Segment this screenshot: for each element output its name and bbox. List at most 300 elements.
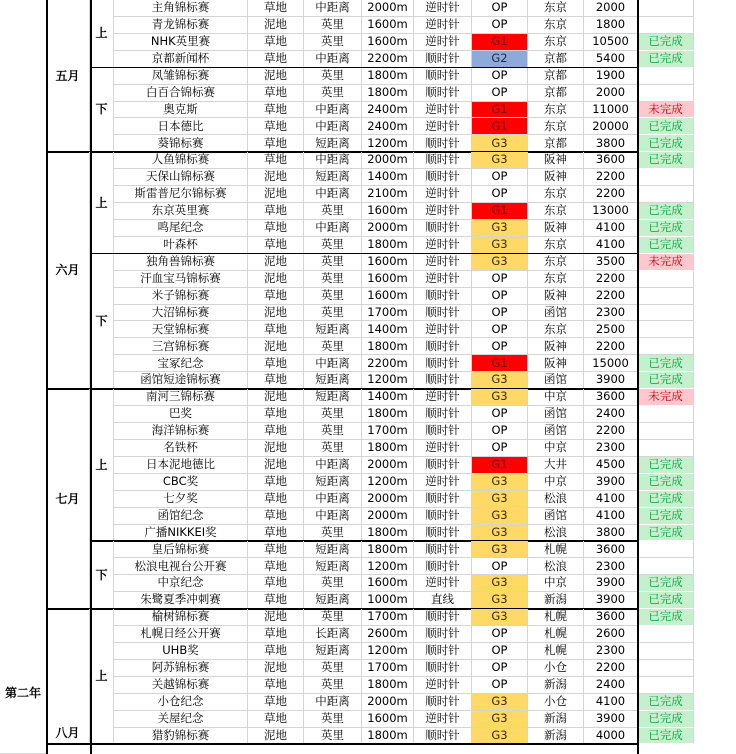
- race-fans-cell[interactable]: 2300: [584, 440, 638, 457]
- race-status-cell[interactable]: [638, 660, 694, 677]
- race-surface-cell[interactable]: 草地: [248, 372, 304, 389]
- race-direction-cell[interactable]: 顺时针: [414, 372, 472, 389]
- race-name-cell[interactable]: 凤雏锦标赛: [114, 68, 248, 85]
- race-fans-cell[interactable]: 4100: [584, 491, 638, 508]
- race-grade-cell[interactable]: OP: [472, 305, 528, 322]
- race-grade-cell[interactable]: OP: [472, 186, 528, 203]
- race-surface-cell[interactable]: 草地: [248, 237, 304, 254]
- race-fans-cell[interactable]: 3600: [584, 609, 638, 626]
- race-distance-cell[interactable]: 1700m: [362, 660, 414, 677]
- race-status-cell[interactable]: 已完成: [638, 694, 694, 711]
- race-status-cell[interactable]: 已完成: [638, 609, 694, 626]
- race-direction-cell[interactable]: 逆时针: [414, 254, 472, 271]
- race-venue-cell[interactable]: 函馆: [528, 508, 584, 525]
- race-name-cell[interactable]: 阿苏锦标赛: [114, 660, 248, 677]
- race-status-cell[interactable]: 未完成: [638, 254, 694, 271]
- race-fans-cell[interactable]: 3600: [584, 541, 638, 558]
- race-status-cell[interactable]: 已完成: [638, 51, 694, 68]
- race-name-cell[interactable]: 南河三锦标赛: [114, 389, 248, 406]
- race-distance-cell[interactable]: 2000m: [362, 0, 414, 17]
- race-distance-cell[interactable]: 2400m: [362, 102, 414, 119]
- race-surface-cell[interactable]: 泥地: [248, 389, 304, 406]
- race-venue-cell[interactable]: 京都: [528, 68, 584, 85]
- race-name-cell[interactable]: 札幌日经公开赛: [114, 626, 248, 643]
- race-status-cell[interactable]: [638, 423, 694, 440]
- race-status-cell[interactable]: 已完成: [638, 220, 694, 237]
- race-surface-cell[interactable]: 草地: [248, 51, 304, 68]
- race-fans-cell[interactable]: 15000: [584, 355, 638, 372]
- race-grade-cell[interactable]: G3: [472, 474, 528, 491]
- race-fans-cell[interactable]: 2200: [584, 338, 638, 355]
- race-distance-cell[interactable]: 1800m: [362, 406, 414, 423]
- race-venue-cell[interactable]: 松浪: [528, 525, 584, 542]
- race-grade-cell[interactable]: OP: [472, 169, 528, 186]
- race-surface-cell[interactable]: 草地: [248, 355, 304, 372]
- race-direction-cell[interactable]: 逆时针: [414, 474, 472, 491]
- race-status-cell[interactable]: [638, 169, 694, 186]
- race-status-cell[interactable]: 未完成: [638, 102, 694, 119]
- race-grade-cell[interactable]: G3: [472, 254, 528, 271]
- race-distance-type-cell[interactable]: 中距离: [304, 355, 362, 372]
- race-fans-cell[interactable]: 11000: [584, 102, 638, 119]
- race-direction-cell[interactable]: 逆时针: [414, 237, 472, 254]
- race-status-cell[interactable]: [638, 305, 694, 322]
- race-distance-type-cell[interactable]: 英里: [304, 440, 362, 457]
- race-venue-cell[interactable]: 东京: [528, 203, 584, 220]
- race-fans-cell[interactable]: 3900: [584, 575, 638, 592]
- race-fans-cell[interactable]: 1900: [584, 68, 638, 85]
- race-direction-cell[interactable]: 顺时针: [414, 457, 472, 474]
- race-surface-cell[interactable]: 泥地: [248, 305, 304, 322]
- race-direction-cell[interactable]: 顺时针: [414, 85, 472, 102]
- race-venue-cell[interactable]: 札幌: [528, 626, 584, 643]
- race-venue-cell[interactable]: 京都: [528, 135, 584, 152]
- race-direction-cell[interactable]: 顺时针: [414, 288, 472, 305]
- race-distance-cell[interactable]: 1400m: [362, 321, 414, 338]
- race-direction-cell[interactable]: 逆时针: [414, 677, 472, 694]
- race-direction-cell[interactable]: 顺时针: [414, 51, 472, 68]
- race-surface-cell[interactable]: 草地: [248, 626, 304, 643]
- race-status-cell[interactable]: 已完成: [638, 592, 694, 609]
- race-grade-cell[interactable]: G1: [472, 102, 528, 119]
- half-month-label[interactable]: 上: [90, 609, 114, 744]
- race-venue-cell[interactable]: 札幌: [528, 541, 584, 558]
- race-direction-cell[interactable]: 逆时针: [414, 575, 472, 592]
- race-name-cell[interactable]: 白百合锦标赛: [114, 85, 248, 102]
- race-distance-cell[interactable]: 1800m: [362, 541, 414, 558]
- race-distance-type-cell[interactable]: 中距离: [304, 186, 362, 203]
- race-distance-cell[interactable]: 2100m: [362, 186, 414, 203]
- race-status-cell[interactable]: 已完成: [638, 152, 694, 169]
- race-name-cell[interactable]: 独角兽锦标赛: [114, 254, 248, 271]
- race-fans-cell[interactable]: 2400: [584, 677, 638, 694]
- race-venue-cell[interactable]: 东京: [528, 102, 584, 119]
- race-distance-cell[interactable]: 1700m: [362, 423, 414, 440]
- race-surface-cell[interactable]: 草地: [248, 643, 304, 660]
- race-distance-type-cell[interactable]: 短距离: [304, 474, 362, 491]
- race-surface-cell[interactable]: 草地: [248, 203, 304, 220]
- race-direction-cell[interactable]: 直线: [414, 592, 472, 609]
- race-fans-cell[interactable]: 3800: [584, 525, 638, 542]
- race-distance-cell[interactable]: 1800m: [362, 440, 414, 457]
- race-surface-cell[interactable]: 泥地: [248, 440, 304, 457]
- race-grade-cell[interactable]: G3: [472, 694, 528, 711]
- race-distance-type-cell[interactable]: 英里: [304, 338, 362, 355]
- race-venue-cell[interactable]: 新潟: [528, 677, 584, 694]
- race-surface-cell[interactable]: 草地: [248, 508, 304, 525]
- race-name-cell[interactable]: 关屋纪念: [114, 711, 248, 728]
- race-surface-cell[interactable]: 草地: [248, 118, 304, 135]
- race-status-cell[interactable]: [638, 321, 694, 338]
- race-name-cell[interactable]: 中京纪念: [114, 575, 248, 592]
- race-surface-cell[interactable]: 泥地: [248, 169, 304, 186]
- race-distance-type-cell[interactable]: 英里: [304, 677, 362, 694]
- race-distance-type-cell[interactable]: 短距离: [304, 321, 362, 338]
- race-name-cell[interactable]: 名铁杯: [114, 440, 248, 457]
- race-name-cell[interactable]: NHK英里赛: [114, 34, 248, 51]
- race-grade-cell[interactable]: G2: [472, 51, 528, 68]
- race-direction-cell[interactable]: 顺时针: [414, 541, 472, 558]
- race-distance-type-cell[interactable]: 短距离: [304, 389, 362, 406]
- race-name-cell[interactable]: 广播NIKKEI奖: [114, 525, 248, 542]
- race-surface-cell[interactable]: 草地: [248, 677, 304, 694]
- race-status-cell[interactable]: 已完成: [638, 491, 694, 508]
- race-fans-cell[interactable]: 2200: [584, 169, 638, 186]
- race-status-cell[interactable]: 已完成: [638, 457, 694, 474]
- race-distance-type-cell[interactable]: 英里: [304, 711, 362, 728]
- race-direction-cell[interactable]: 顺时针: [414, 423, 472, 440]
- race-direction-cell[interactable]: 逆时针: [414, 389, 472, 406]
- race-surface-cell[interactable]: 泥地: [248, 17, 304, 34]
- race-direction-cell[interactable]: 顺时针: [414, 508, 472, 525]
- race-grade-cell[interactable]: OP: [472, 68, 528, 85]
- race-venue-cell[interactable]: 松浪: [528, 558, 584, 575]
- race-name-cell[interactable]: 东京英里赛: [114, 203, 248, 220]
- race-surface-cell[interactable]: 草地: [248, 474, 304, 491]
- race-surface-cell[interactable]: 草地: [248, 541, 304, 558]
- race-venue-cell[interactable]: 新潟: [528, 592, 584, 609]
- race-surface-cell[interactable]: 草地: [248, 694, 304, 711]
- race-venue-cell[interactable]: 小仓: [528, 660, 584, 677]
- race-grade-cell[interactable]: G1: [472, 34, 528, 51]
- race-fans-cell[interactable]: 4100: [584, 508, 638, 525]
- race-status-cell[interactable]: [638, 17, 694, 34]
- race-distance-type-cell[interactable]: 长距离: [304, 626, 362, 643]
- race-distance-cell[interactable]: 1000m: [362, 592, 414, 609]
- race-distance-type-cell[interactable]: 中距离: [304, 491, 362, 508]
- race-status-cell[interactable]: [638, 541, 694, 558]
- race-grade-cell[interactable]: G1: [472, 355, 528, 372]
- race-venue-cell[interactable]: 阪神: [528, 220, 584, 237]
- race-distance-type-cell[interactable]: 英里: [304, 728, 362, 745]
- race-grade-cell[interactable]: G3: [472, 389, 528, 406]
- race-venue-cell[interactable]: 东京: [528, 271, 584, 288]
- race-venue-cell[interactable]: 阪神: [528, 152, 584, 169]
- race-grade-cell[interactable]: G1: [472, 118, 528, 135]
- race-distance-cell[interactable]: 1400m: [362, 169, 414, 186]
- race-fans-cell[interactable]: 3900: [584, 711, 638, 728]
- race-name-cell[interactable]: 大沼锦标赛: [114, 305, 248, 322]
- race-distance-cell[interactable]: 1700m: [362, 609, 414, 626]
- race-distance-cell[interactable]: 1800m: [362, 525, 414, 542]
- race-venue-cell[interactable]: 札幌: [528, 643, 584, 660]
- race-status-cell[interactable]: [638, 271, 694, 288]
- race-fans-cell[interactable]: 4100: [584, 237, 638, 254]
- race-name-cell[interactable]: 函馆短途锦标赛: [114, 372, 248, 389]
- race-venue-cell[interactable]: 中京: [528, 440, 584, 457]
- race-distance-cell[interactable]: 2200m: [362, 51, 414, 68]
- race-distance-type-cell[interactable]: 短距离: [304, 643, 362, 660]
- race-distance-cell[interactable]: 2000m: [362, 220, 414, 237]
- race-distance-type-cell[interactable]: 英里: [304, 237, 362, 254]
- race-direction-cell[interactable]: 顺时针: [414, 491, 472, 508]
- race-distance-cell[interactable]: 2400m: [362, 118, 414, 135]
- race-venue-cell[interactable]: 中京: [528, 474, 584, 491]
- race-distance-cell[interactable]: 2200m: [362, 355, 414, 372]
- race-direction-cell[interactable]: 顺时针: [414, 152, 472, 169]
- race-status-cell[interactable]: [638, 643, 694, 660]
- race-fans-cell[interactable]: 2200: [584, 186, 638, 203]
- race-surface-cell[interactable]: 草地: [248, 525, 304, 542]
- race-direction-cell[interactable]: 顺时针: [414, 406, 472, 423]
- race-status-cell[interactable]: 已完成: [638, 135, 694, 152]
- race-direction-cell[interactable]: 逆时针: [414, 34, 472, 51]
- race-grade-cell[interactable]: OP: [472, 677, 528, 694]
- race-name-cell[interactable]: 关越锦标赛: [114, 677, 248, 694]
- race-surface-cell[interactable]: 草地: [248, 423, 304, 440]
- race-venue-cell[interactable]: 新潟: [528, 711, 584, 728]
- race-name-cell[interactable]: 青龙锦标赛: [114, 17, 248, 34]
- race-fans-cell[interactable]: 13000: [584, 203, 638, 220]
- race-direction-cell[interactable]: 逆时针: [414, 186, 472, 203]
- race-distance-type-cell[interactable]: 英里: [304, 423, 362, 440]
- race-venue-cell[interactable]: 函馆: [528, 372, 584, 389]
- race-fans-cell[interactable]: 3500: [584, 254, 638, 271]
- race-distance-type-cell[interactable]: 短距离: [304, 169, 362, 186]
- race-grade-cell[interactable]: G3: [472, 135, 528, 152]
- race-direction-cell[interactable]: 顺时针: [414, 609, 472, 626]
- race-surface-cell[interactable]: 草地: [248, 220, 304, 237]
- race-name-cell[interactable]: 米子锦标赛: [114, 288, 248, 305]
- race-name-cell[interactable]: 三宫锦标赛: [114, 338, 248, 355]
- race-grade-cell[interactable]: G1: [472, 457, 528, 474]
- race-distance-type-cell[interactable]: 英里: [304, 609, 362, 626]
- race-fans-cell[interactable]: 4100: [584, 694, 638, 711]
- race-distance-cell[interactable]: 1600m: [362, 254, 414, 271]
- half-month-label[interactable]: 下: [90, 541, 114, 609]
- race-surface-cell[interactable]: 草地: [248, 711, 304, 728]
- race-grade-cell[interactable]: OP: [472, 423, 528, 440]
- race-surface-cell[interactable]: 草地: [248, 558, 304, 575]
- race-surface-cell[interactable]: 泥地: [248, 338, 304, 355]
- race-venue-cell[interactable]: 京都: [528, 85, 584, 102]
- race-surface-cell[interactable]: 草地: [248, 406, 304, 423]
- race-distance-cell[interactable]: 1200m: [362, 643, 414, 660]
- race-distance-type-cell[interactable]: 英里: [304, 85, 362, 102]
- race-grade-cell[interactable]: OP: [472, 0, 528, 17]
- race-distance-cell[interactable]: 2600m: [362, 626, 414, 643]
- race-distance-cell[interactable]: 1800m: [362, 68, 414, 85]
- month-label[interactable]: 五月: [46, 0, 90, 152]
- race-status-cell[interactable]: [638, 440, 694, 457]
- race-distance-cell[interactable]: 1600m: [362, 34, 414, 51]
- race-name-cell[interactable]: 叶森杯: [114, 237, 248, 254]
- race-status-cell[interactable]: 已完成: [638, 508, 694, 525]
- race-distance-cell[interactable]: 2000m: [362, 694, 414, 711]
- race-distance-cell[interactable]: 1800m: [362, 677, 414, 694]
- race-distance-type-cell[interactable]: 中距离: [304, 508, 362, 525]
- race-fans-cell[interactable]: 4000: [584, 728, 638, 745]
- race-distance-type-cell[interactable]: 中距离: [304, 102, 362, 119]
- race-fans-cell[interactable]: 2300: [584, 558, 638, 575]
- race-distance-type-cell[interactable]: 英里: [304, 68, 362, 85]
- race-direction-cell[interactable]: 顺时针: [414, 220, 472, 237]
- half-month-label[interactable]: 上: [90, 389, 114, 541]
- race-name-cell[interactable]: 榆树锦标赛: [114, 609, 248, 626]
- race-grade-cell[interactable]: G3: [472, 525, 528, 542]
- race-direction-cell[interactable]: 顺时针: [414, 660, 472, 677]
- race-surface-cell[interactable]: 草地: [248, 85, 304, 102]
- race-distance-cell[interactable]: 1800m: [362, 338, 414, 355]
- race-direction-cell[interactable]: 顺时针: [414, 135, 472, 152]
- race-distance-type-cell[interactable]: 中距离: [304, 152, 362, 169]
- race-venue-cell[interactable]: 东京: [528, 237, 584, 254]
- race-status-cell[interactable]: [638, 68, 694, 85]
- race-distance-cell[interactable]: 1800m: [362, 237, 414, 254]
- race-direction-cell[interactable]: 顺时针: [414, 68, 472, 85]
- race-distance-type-cell[interactable]: 英里: [304, 575, 362, 592]
- race-venue-cell[interactable]: 阪神: [528, 288, 584, 305]
- race-grade-cell[interactable]: G3: [472, 220, 528, 237]
- race-status-cell[interactable]: 已完成: [638, 34, 694, 51]
- race-status-cell[interactable]: 已完成: [638, 474, 694, 491]
- race-status-cell[interactable]: [638, 338, 694, 355]
- race-name-cell[interactable]: UHB奖: [114, 643, 248, 660]
- race-fans-cell[interactable]: 2400: [584, 406, 638, 423]
- race-distance-type-cell[interactable]: 中距离: [304, 694, 362, 711]
- race-fans-cell[interactable]: 4500: [584, 457, 638, 474]
- race-grade-cell[interactable]: G3: [472, 541, 528, 558]
- race-name-cell[interactable]: 七夕奖: [114, 491, 248, 508]
- race-name-cell[interactable]: 日本德比: [114, 118, 248, 135]
- race-status-cell[interactable]: [638, 288, 694, 305]
- race-direction-cell[interactable]: 顺时针: [414, 558, 472, 575]
- race-grade-cell[interactable]: OP: [472, 321, 528, 338]
- race-name-cell[interactable]: 巴奖: [114, 406, 248, 423]
- race-distance-type-cell[interactable]: 英里: [304, 660, 362, 677]
- race-direction-cell[interactable]: 逆时针: [414, 321, 472, 338]
- race-name-cell[interactable]: 主角锦标赛: [114, 0, 248, 17]
- race-grade-cell[interactable]: G3: [472, 237, 528, 254]
- race-distance-cell[interactable]: 1700m: [362, 305, 414, 322]
- race-status-cell[interactable]: 已完成: [638, 575, 694, 592]
- race-name-cell[interactable]: 奥克斯: [114, 102, 248, 119]
- race-fans-cell[interactable]: 1800: [584, 17, 638, 34]
- half-month-label[interactable]: 上: [90, 0, 114, 68]
- race-status-cell[interactable]: 已完成: [638, 372, 694, 389]
- race-fans-cell[interactable]: 20000: [584, 118, 638, 135]
- race-distance-cell[interactable]: 1600m: [362, 17, 414, 34]
- race-fans-cell[interactable]: 2000: [584, 0, 638, 17]
- race-status-cell[interactable]: [638, 186, 694, 203]
- race-venue-cell[interactable]: 东京: [528, 254, 584, 271]
- race-direction-cell[interactable]: 顺时针: [414, 525, 472, 542]
- race-distance-cell[interactable]: 1600m: [362, 575, 414, 592]
- race-direction-cell[interactable]: 逆时针: [414, 0, 472, 17]
- race-status-cell[interactable]: [638, 85, 694, 102]
- race-fans-cell[interactable]: 3800: [584, 135, 638, 152]
- race-distance-type-cell[interactable]: 中距离: [304, 220, 362, 237]
- race-fans-cell[interactable]: 2300: [584, 643, 638, 660]
- race-grade-cell[interactable]: OP: [472, 288, 528, 305]
- race-venue-cell[interactable]: 阪神: [528, 169, 584, 186]
- race-distance-cell[interactable]: 1600m: [362, 203, 414, 220]
- race-direction-cell[interactable]: 逆时针: [414, 17, 472, 34]
- race-grade-cell[interactable]: G3: [472, 372, 528, 389]
- race-surface-cell[interactable]: 泥地: [248, 457, 304, 474]
- year-label[interactable]: 第二年: [4, 686, 41, 700]
- race-name-cell[interactable]: 朱鹭夏季冲刺赛: [114, 592, 248, 609]
- race-surface-cell[interactable]: 泥地: [248, 271, 304, 288]
- race-grade-cell[interactable]: OP: [472, 440, 528, 457]
- month-label[interactable]: 六月: [46, 152, 90, 389]
- race-direction-cell[interactable]: 逆时针: [414, 118, 472, 135]
- race-surface-cell[interactable]: 草地: [248, 152, 304, 169]
- race-direction-cell[interactable]: 顺时针: [414, 694, 472, 711]
- race-name-cell[interactable]: 函馆纪念: [114, 508, 248, 525]
- race-venue-cell[interactable]: 函馆: [528, 406, 584, 423]
- race-fans-cell[interactable]: 2200: [584, 271, 638, 288]
- race-fans-cell[interactable]: 2200: [584, 423, 638, 440]
- race-grade-cell[interactable]: OP: [472, 660, 528, 677]
- race-venue-cell[interactable]: 函馆: [528, 423, 584, 440]
- race-fans-cell[interactable]: 3600: [584, 389, 638, 406]
- race-fans-cell[interactable]: 2300: [584, 305, 638, 322]
- race-fans-cell[interactable]: 3900: [584, 372, 638, 389]
- race-venue-cell[interactable]: 东京: [528, 118, 584, 135]
- race-name-cell[interactable]: 海洋锦标赛: [114, 423, 248, 440]
- race-name-cell[interactable]: 人鱼锦标赛: [114, 152, 248, 169]
- race-distance-cell[interactable]: 1200m: [362, 372, 414, 389]
- half-month-label[interactable]: 下: [90, 254, 114, 389]
- race-distance-type-cell[interactable]: 英里: [304, 203, 362, 220]
- race-name-cell[interactable]: 葵锦标赛: [114, 135, 248, 152]
- race-venue-cell[interactable]: 中京: [528, 389, 584, 406]
- race-surface-cell[interactable]: 草地: [248, 34, 304, 51]
- race-distance-type-cell[interactable]: 英里: [304, 34, 362, 51]
- race-direction-cell[interactable]: 顺时针: [414, 728, 472, 745]
- race-direction-cell[interactable]: 逆时针: [414, 271, 472, 288]
- race-grade-cell[interactable]: G3: [472, 491, 528, 508]
- race-distance-cell[interactable]: 1800m: [362, 728, 414, 745]
- race-fans-cell[interactable]: 3900: [584, 592, 638, 609]
- race-status-cell[interactable]: [638, 626, 694, 643]
- race-direction-cell[interactable]: 顺时针: [414, 643, 472, 660]
- race-distance-cell[interactable]: 1200m: [362, 135, 414, 152]
- race-distance-cell[interactable]: 1200m: [362, 474, 414, 491]
- race-surface-cell[interactable]: 草地: [248, 321, 304, 338]
- race-name-cell[interactable]: 汗血宝马锦标赛: [114, 271, 248, 288]
- race-distance-type-cell[interactable]: 短距离: [304, 372, 362, 389]
- race-distance-cell[interactable]: 1600m: [362, 711, 414, 728]
- half-month-label[interactable]: 下: [90, 68, 114, 153]
- race-grade-cell[interactable]: OP: [472, 338, 528, 355]
- race-venue-cell[interactable]: 东京: [528, 186, 584, 203]
- race-distance-type-cell[interactable]: 英里: [304, 406, 362, 423]
- race-grade-cell[interactable]: OP: [472, 271, 528, 288]
- race-name-cell[interactable]: 斯雷普尼尔锦标赛: [114, 186, 248, 203]
- race-name-cell[interactable]: 京都新闻杯: [114, 51, 248, 68]
